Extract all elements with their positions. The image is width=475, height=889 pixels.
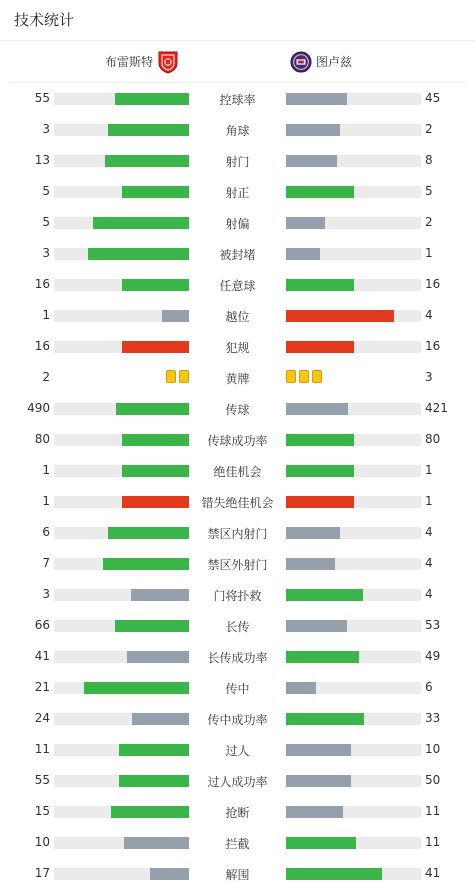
away-stat-value: 49 (425, 649, 441, 663)
home-stat-bar (54, 713, 189, 725)
home-yellow-cards (166, 370, 189, 383)
teams-header (10, 41, 465, 83)
away-stat-value: 10 (425, 742, 441, 756)
home-stat-bar (54, 651, 189, 663)
away-stat-value: 4 (425, 587, 433, 601)
away-stat-value: 50 (425, 773, 441, 787)
home-stat-bar-fill (105, 155, 189, 167)
yellow-card-icon (312, 370, 322, 383)
away-stat-bar-fill (286, 124, 340, 136)
home-stat-bar-fill (122, 496, 190, 508)
stat-label: 犯规 (225, 341, 250, 355)
home-stat-bar (54, 93, 189, 105)
yellow-card-icon (179, 370, 189, 383)
away-stat-value: 4 (425, 525, 433, 539)
away-stat-bar (286, 775, 421, 787)
home-stat-bar (54, 682, 189, 694)
home-stat-bar-fill (127, 651, 189, 663)
home-stat-value: 15 (34, 804, 50, 818)
away-stat-bar-fill (286, 341, 354, 353)
home-stat-value: 55 (34, 91, 50, 105)
away-stat-bar (286, 217, 421, 229)
stat-label: 传球 (225, 403, 250, 417)
away-stat-value: 4 (425, 556, 433, 570)
home-stat-bar-fill (124, 837, 189, 849)
stat-label: 传中成功率 (207, 713, 268, 727)
away-stat-bar (286, 155, 421, 167)
yellow-card-icon (299, 370, 309, 383)
home-stat-value: 3 (42, 246, 50, 260)
home-stat-bar (54, 620, 189, 632)
home-stat-bar-fill (108, 124, 189, 136)
away-stat-bar-fill (286, 589, 363, 601)
away-stat-value: 1 (425, 463, 433, 477)
away-stat-bar-fill (286, 155, 337, 167)
stat-label: 射门 (225, 155, 250, 169)
home-stat-bar (54, 434, 189, 446)
stat-label: 长传成功率 (207, 651, 268, 665)
away-stat-bar (286, 620, 421, 632)
away-stat-bar (286, 310, 421, 322)
home-stat-value: 3 (42, 587, 50, 601)
away-stat-value: 41 (425, 866, 441, 880)
stat-label: 过人 (225, 744, 250, 758)
away-stat-bar-fill (286, 434, 354, 446)
home-stat-value: 490 (27, 401, 50, 415)
away-stat-bar-fill (286, 403, 348, 415)
home-stat-bar (54, 527, 189, 539)
stat-row (0, 517, 475, 548)
home-stat-value: 16 (34, 277, 50, 291)
away-team-name: 图卢兹 (316, 55, 353, 69)
stat-row (0, 858, 475, 889)
stat-row (0, 424, 475, 455)
away-stat-bar (286, 713, 421, 725)
home-stat-bar-fill (84, 682, 189, 694)
stat-row (0, 703, 475, 734)
stat-row (0, 207, 475, 238)
home-stat-bar (54, 558, 189, 570)
stat-row (0, 176, 475, 207)
home-stat-bar (54, 217, 189, 229)
stat-label: 角球 (225, 124, 250, 138)
stat-label: 控球率 (219, 93, 256, 107)
stat-label: 传中 (225, 682, 250, 696)
stat-row (0, 641, 475, 672)
away-stat-bar-fill (286, 806, 343, 818)
home-stat-bar (54, 496, 189, 508)
home-stat-bar (54, 806, 189, 818)
home-stat-bar-fill (119, 744, 189, 756)
home-stat-bar-fill (93, 217, 189, 229)
away-stat-bar-fill (286, 310, 394, 322)
stat-row (0, 331, 475, 362)
stat-label: 越位 (225, 310, 250, 324)
away-stat-bar (286, 651, 421, 663)
stat-label: 门将扑救 (213, 589, 262, 603)
away-stat-bar (286, 434, 421, 446)
stat-label: 拦截 (225, 837, 250, 851)
home-stat-bar (54, 155, 189, 167)
home-stat-value: 17 (34, 866, 50, 880)
away-stat-value: 53 (425, 618, 441, 632)
away-stat-bar-fill (286, 868, 382, 880)
away-stat-value: 1 (425, 246, 433, 260)
home-stat-value: 3 (42, 122, 50, 136)
home-stat-value: 5 (42, 215, 50, 229)
stat-row (0, 393, 475, 424)
away-stat-value: 6 (425, 680, 433, 694)
stat-row (0, 579, 475, 610)
page-title: 技术统计 (0, 0, 475, 41)
away-stat-bar-fill (286, 465, 354, 477)
away-stat-bar-fill (286, 682, 316, 694)
away-stat-bar-fill (286, 713, 364, 725)
away-stat-value: 4 (425, 308, 433, 322)
away-stat-bar (286, 248, 421, 260)
home-stat-value: 21 (34, 680, 50, 694)
away-stat-value: 11 (425, 835, 441, 849)
stat-label: 抢断 (225, 806, 250, 820)
home-stat-value: 2 (42, 370, 50, 384)
home-stat-value: 11 (34, 742, 50, 756)
away-stat-bar-fill (286, 248, 320, 260)
stat-label: 错失绝佳机会 (201, 496, 274, 510)
away-stat-bar-fill (286, 775, 351, 787)
away-stat-value: 16 (425, 339, 441, 353)
home-stat-value: 5 (42, 184, 50, 198)
away-stat-bar (286, 341, 421, 353)
away-stat-bar-fill (286, 93, 347, 105)
stats-list (0, 83, 475, 889)
away-stat-value: 421 (425, 401, 448, 415)
home-stat-value: 66 (34, 618, 50, 632)
home-stat-value: 41 (34, 649, 50, 663)
home-stat-bar (54, 248, 189, 260)
home-team[interactable] (101, 41, 179, 82)
away-stat-bar-fill (286, 651, 359, 663)
home-stat-bar-fill (122, 341, 190, 353)
home-stat-value: 80 (34, 432, 50, 446)
home-stat-bar (54, 403, 189, 415)
stat-row (0, 114, 475, 145)
home-stat-value: 55 (34, 773, 50, 787)
away-stat-bar (286, 589, 421, 601)
away-stat-bar (286, 403, 421, 415)
home-stat-bar-fill (122, 279, 190, 291)
stat-row (0, 548, 475, 579)
away-stat-bar (286, 806, 421, 818)
home-stat-value: 1 (42, 494, 50, 508)
home-stat-value: 10 (34, 835, 50, 849)
home-stat-bar (54, 465, 189, 477)
away-stat-value: 5 (425, 184, 433, 198)
home-stat-bar-fill (122, 186, 190, 198)
home-stat-bar (54, 837, 189, 849)
away-stat-bar-fill (286, 217, 325, 229)
away-stat-bar (286, 279, 421, 291)
home-stat-bar (54, 744, 189, 756)
away-stat-bar-fill (286, 837, 356, 849)
stat-label: 射正 (225, 186, 250, 200)
home-stat-bar (54, 341, 189, 353)
stat-row (0, 83, 475, 114)
away-stat-bar-fill (286, 620, 347, 632)
home-stat-value: 1 (42, 308, 50, 322)
away-stat-value: 8 (425, 153, 433, 167)
home-stat-bar-fill (88, 248, 189, 260)
home-stat-bar-fill (131, 589, 189, 601)
away-yellow-cards (286, 370, 322, 383)
away-stat-bar-fill (286, 279, 354, 291)
yellow-card-icon (166, 370, 176, 383)
home-stat-value: 7 (42, 556, 50, 570)
stat-row (0, 269, 475, 300)
away-stat-bar-fill (286, 496, 354, 508)
stat-label: 禁区外射门 (207, 558, 268, 572)
home-stat-bar (54, 186, 189, 198)
away-stat-bar (286, 186, 421, 198)
stat-row (0, 362, 475, 393)
away-stat-bar (286, 682, 421, 694)
stat-label: 绝佳机会 (213, 465, 262, 479)
stat-label: 射偏 (225, 217, 250, 231)
home-stat-bar-fill (122, 465, 190, 477)
stat-row (0, 734, 475, 765)
home-stat-value: 1 (42, 463, 50, 477)
home-stat-bar (54, 868, 189, 880)
stat-row (0, 145, 475, 176)
home-stat-value: 13 (34, 153, 50, 167)
home-stat-bar-fill (111, 806, 189, 818)
home-stat-value: 24 (34, 711, 50, 725)
home-stat-bar-fill (119, 775, 189, 787)
home-stat-bar-fill (116, 403, 189, 415)
away-stat-bar (286, 744, 421, 756)
stat-row (0, 672, 475, 703)
away-stat-value: 80 (425, 432, 441, 446)
home-stat-bar-fill (115, 620, 189, 632)
away-stat-bar (286, 93, 421, 105)
away-stat-bar (286, 124, 421, 136)
away-stat-bar-fill (286, 186, 354, 198)
stat-label: 过人成功率 (207, 775, 268, 789)
home-stat-bar (54, 589, 189, 601)
home-team-crest-icon (157, 50, 179, 74)
away-stat-value: 45 (425, 91, 441, 105)
away-stat-value: 11 (425, 804, 441, 818)
home-stat-bar-fill (132, 713, 189, 725)
stat-label: 黄牌 (225, 372, 250, 386)
away-stat-bar-fill (286, 527, 340, 539)
stat-row (0, 765, 475, 796)
stat-row (0, 610, 475, 641)
stat-label: 解围 (225, 868, 250, 882)
home-stat-bar-fill (103, 558, 189, 570)
away-stat-bar (286, 558, 421, 570)
home-stat-bar (54, 279, 189, 291)
away-stat-bar (286, 496, 421, 508)
stat-row (0, 238, 475, 269)
home-stat-bar-fill (122, 434, 190, 446)
away-stat-value: 2 (425, 122, 433, 136)
stat-label: 禁区内射门 (207, 527, 268, 541)
away-stat-value: 33 (425, 711, 441, 725)
home-team-name: 布雷斯特 (104, 55, 153, 69)
yellow-card-icon (286, 370, 296, 383)
home-stat-value: 16 (34, 339, 50, 353)
stat-row (0, 827, 475, 858)
stat-label: 被封堵 (219, 248, 256, 262)
home-stat-bar-fill (162, 310, 189, 322)
away-team[interactable] (290, 41, 356, 82)
stat-label: 任意球 (219, 279, 256, 293)
stat-row (0, 455, 475, 486)
home-stat-bar (54, 310, 189, 322)
away-stat-bar (286, 527, 421, 539)
away-stat-bar-fill (286, 744, 351, 756)
home-stat-bar-fill (108, 527, 189, 539)
away-stat-value: 2 (425, 215, 433, 229)
stat-row (0, 300, 475, 331)
home-stat-value: 6 (42, 525, 50, 539)
home-stat-bar-fill (115, 93, 189, 105)
stat-label: 长传 (225, 620, 250, 634)
away-stat-bar (286, 868, 421, 880)
away-team-crest-icon (290, 50, 312, 74)
home-stat-bar-fill (150, 868, 189, 880)
away-stat-value: 16 (425, 277, 441, 291)
stat-row (0, 486, 475, 517)
stat-label: 传球成功率 (207, 434, 268, 448)
away-stat-bar (286, 465, 421, 477)
away-stat-bar (286, 837, 421, 849)
away-stat-value: 1 (425, 494, 433, 508)
home-stat-bar (54, 775, 189, 787)
home-stat-bar (54, 124, 189, 136)
away-stat-bar-fill (286, 558, 335, 570)
stat-row (0, 796, 475, 827)
away-stat-value: 3 (425, 370, 433, 384)
